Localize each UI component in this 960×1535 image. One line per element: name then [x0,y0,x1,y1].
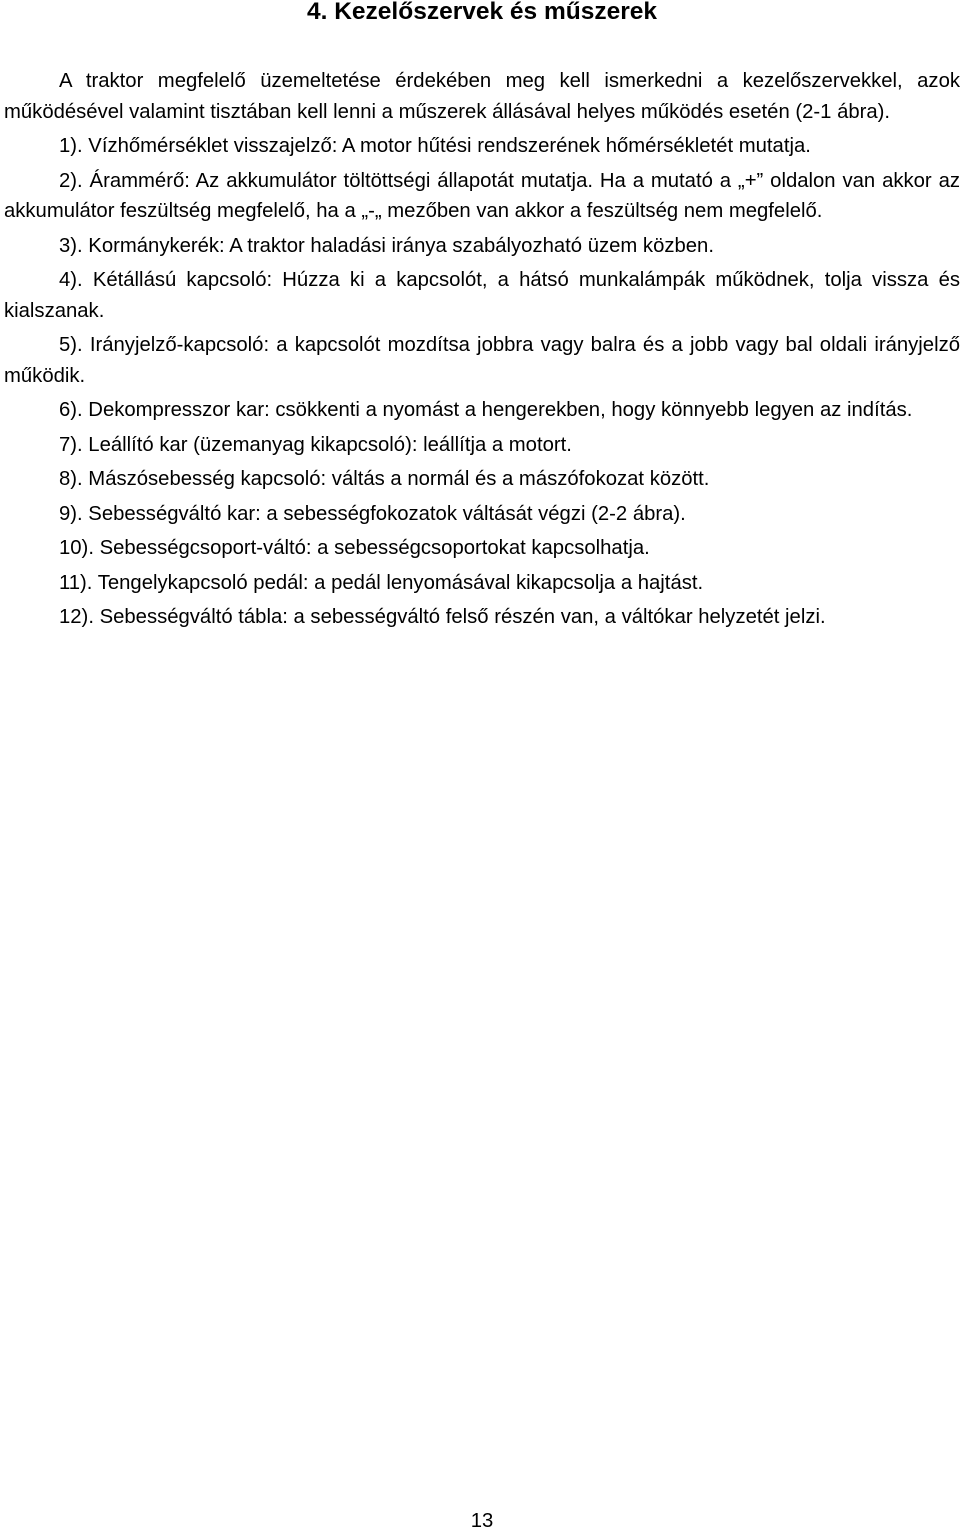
list-item-decompressor-lever: 6). Dekompresszor kar: csökkenti a nyomást a hengerekben, hogy könnyebb legyen az indítás. [59,399,913,421]
list-item-creep-speed-switch: 8). Mászósebesség kapcsoló: váltás a normál és a mászófokozat között. [59,468,710,490]
list-item-stop-lever: 7). Leállító kar (üzemanyag kikapcsoló): leállítja a motort. [59,433,572,456]
document-page [4,0,960,1533]
list-item-clutch-pedal: 11). Tengelykapcsoló pedál: a pedál lenyomásával kikapcsolja a hajtást. [59,571,704,594]
list-item-turn-signal-switch: 5). Irányjelző-kapcsoló: a kapcsolót mozdítsa jobbra vagy balra és a jobb vagy bal oldali irányjelző működik. [4,334,960,387]
list-item-gearbox-plate: 12). Sebességváltó tábla: a sebességváltó felső részén van, a váltókar helyzetét jelzi. [59,606,826,628]
section-title: 4. Kezelőszervek és műszerek [306,0,658,25]
page-number: 13 [470,1510,494,1532]
list-item-two-position-switch: 4). Kétállású kapcsoló: Húzza ki a kapcsolót, a hátsó munkalámpák működnek, tolja vissza és kialszanak. [4,269,960,322]
list-item-water-temperature: 1). Vízhőmérséklet visszajelző: A motor hűtési rendszerének hőmérsékletét mutatja. [59,135,811,157]
list-item-steering-wheel: 3). Kormánykerék: A traktor haladási iránya szabályozható üzem közben. [59,234,714,257]
list-item-gear-lever: 9). Sebességváltó kar: a sebességfokozatok váltását végzi (2-2 ábra). [59,502,686,525]
list-item-range-selector: 10). Sebességcsoport-váltó: a sebességcsoportokat kapcsolhatja. [59,537,650,559]
intro-paragraph: A traktor megfelelő üzemeltetése érdekében meg kell ismerkedni a kezelőszervekkel, azok működésével valamint tisztában kell lenni a műszerek állásával helyes működés esetén (2-1 ábra). [4,70,960,123]
list-item-ammeter: 2). Árammérő: Az akkumulátor töltöttségi állapotát mutatja. Ha a mutató a „+” oldalon van akkor az akkumulátor feszültség megfelelő, ha a „-„ mezőben van akkor a feszültség nem megfelelő. [4,169,960,222]
document-body [4,66,960,637]
